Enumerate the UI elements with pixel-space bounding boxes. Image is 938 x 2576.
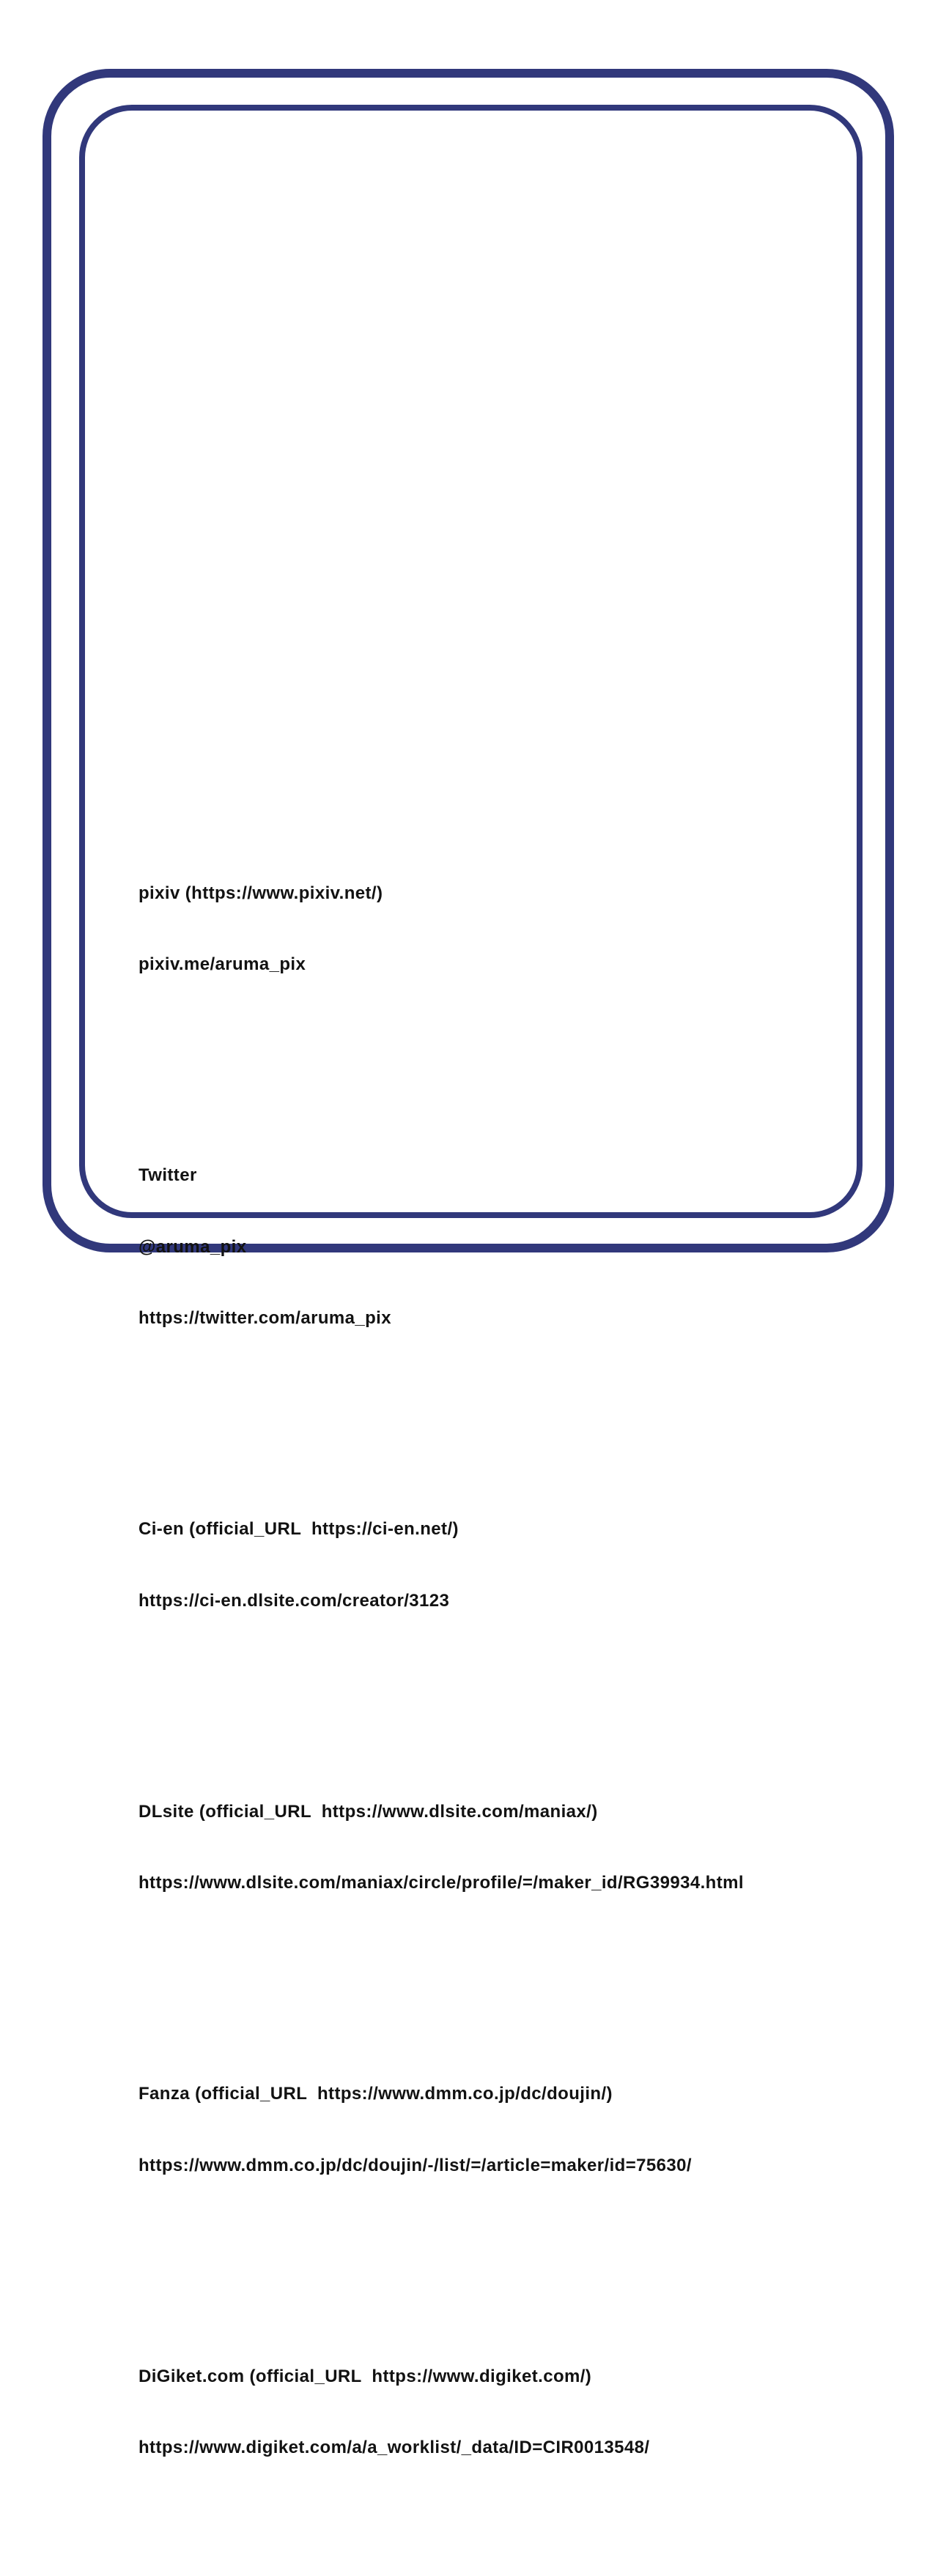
twitter-handle: @aruma_pix [139,1236,247,1257]
dlsite-site-label: DLsite (official_URL https://www.dlsite.com/maniax/) [139,1801,598,1822]
dlsite-circle-url: https://www.dlsite.com/maniax/circle/profile/=/maker_id/RG39934.html [139,1873,744,1893]
link-group-twitter [139,1116,744,1378]
digiket-site-label: DiGiket.com (official_URL https://www.digiket.com/) [139,2366,592,2386]
fanza-site-label: Fanza (official_URL https://www.dmm.co.jp/dc/doujin/) [139,2084,613,2104]
link-group-pixiv [139,834,744,1025]
fanza-maker-url: https://www.dmm.co.jp/dc/doujin/-/list/=/article=maker/id=75630/ [139,2155,692,2175]
twitter-label: Twitter [139,1165,197,1185]
ci-en-site-label: Ci-en (official_URL https://ci-en.net/) [139,1519,459,1539]
link-group-ci-en [139,1470,744,1660]
ci-en-creator-url: https://ci-en.dlsite.com/creator/3123 [139,1590,450,1611]
link-group-fanza [139,2035,744,2225]
credits-links-block [139,762,744,2576]
pixiv-profile-url: pixiv.me/aruma_pix [139,954,306,974]
pixiv-site-label: pixiv (https://www.pixiv.net/) [139,883,383,903]
link-group-digiket [139,2317,744,2508]
twitter-profile-url: https://twitter.com/aruma_pix [139,1308,391,1328]
digiket-worklist-url: https://www.digiket.com/a/a_worklist/_data/ID=CIR0013548/ [139,2438,650,2457]
link-group-dlsite [139,1753,744,1943]
